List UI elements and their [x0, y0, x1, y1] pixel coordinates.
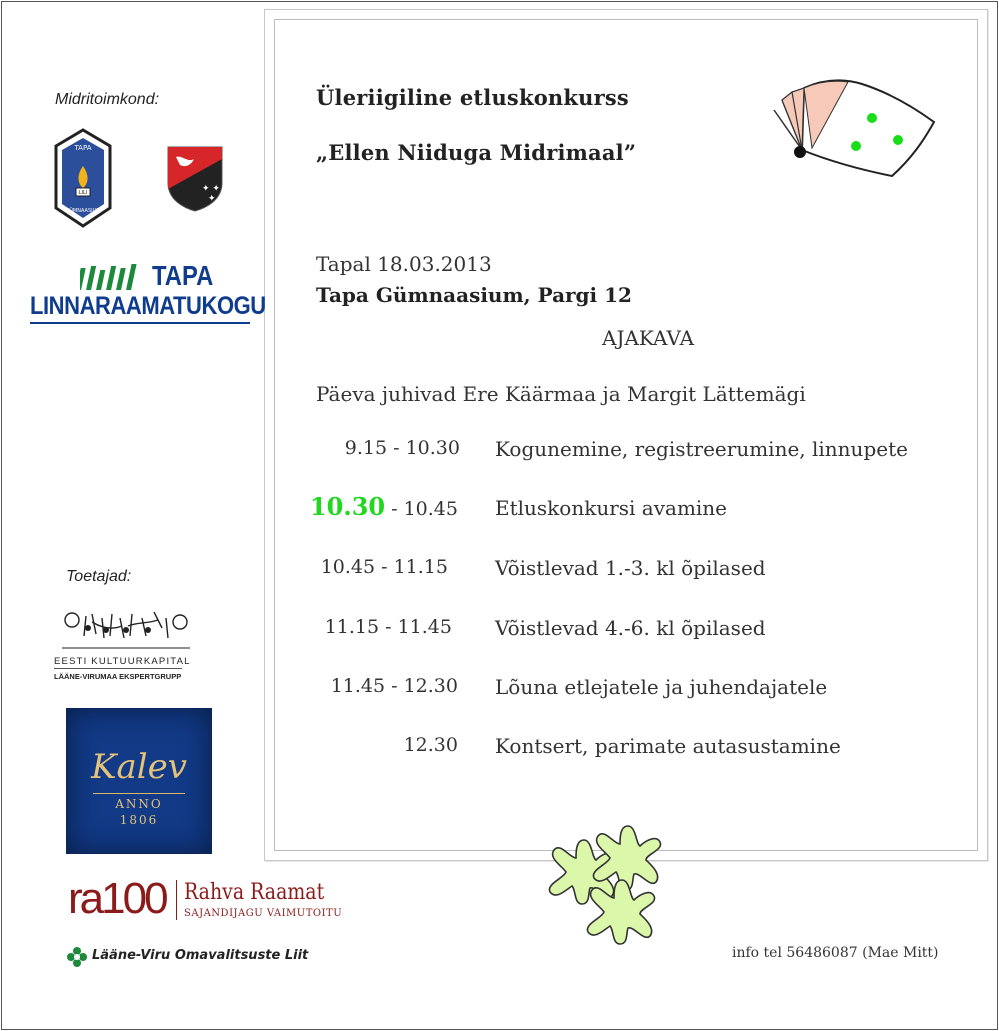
lvol-logo	[66, 946, 326, 968]
kulka-line2: LÄÄNE-VIRUMAA EKSPERTGRUPP	[54, 672, 182, 681]
rr-tagline: SAJANDIJAGU VAIMUTOITU	[184, 908, 343, 919]
svg-text:✦: ✦	[208, 194, 216, 204]
flower-icon	[540, 818, 670, 948]
library-books-icon	[80, 262, 150, 292]
book-icon	[752, 70, 942, 182]
rahva-raamat-logo	[68, 874, 358, 926]
schedule-time-3: 10.45 - 11.15	[320, 556, 448, 578]
place-date: Tapal 18.03.2013	[316, 252, 492, 276]
gym-top-text: TAPA	[74, 144, 92, 152]
rr-mark: ra100	[68, 874, 166, 923]
schedule-heading: AJAKAVA	[602, 326, 695, 350]
kalev-brand: Kalev	[91, 747, 187, 787]
schedule-item-5: Lõuna etlejatele ja juhendajatele	[495, 675, 828, 699]
contest-title: Üleriigiline etluskonkurss	[316, 85, 629, 110]
highlight-time: 10.30	[309, 492, 386, 521]
kulka-line1: EESTI KULTUURKAPITAL	[54, 656, 191, 667]
library-logo-line1: TAPA	[152, 260, 214, 291]
lvol-name: Lääne-Viru Omavalitsuste Liit	[92, 948, 309, 963]
sponsors-label: Toetajad:	[66, 568, 132, 585]
contest-subtitle: „Ellen Niiduga Midrimaal”	[316, 140, 637, 165]
lvol-flower-icon	[66, 946, 88, 968]
library-logo-line2: LINNARAAMATUKOGU	[30, 292, 266, 320]
gym-mid-text: LILI	[78, 190, 88, 196]
schedule-time-6: 12.30	[403, 734, 458, 756]
schedule-time-2: 10.30 - 10.45	[309, 492, 458, 521]
library-logo	[30, 260, 266, 326]
rr-name: Rahva Raamat	[184, 880, 325, 905]
gymnasium-crest-icon	[52, 128, 114, 228]
kalev-logo	[66, 708, 212, 854]
organizers-label: Midritoimkond:	[55, 91, 160, 108]
svg-text:✦ ✦: ✦ ✦	[202, 184, 220, 194]
schedule-item-3: Võistlevad 1.-3. kl õpilased	[495, 556, 766, 580]
kulka-logo	[54, 608, 192, 686]
schedule-time-1: 9.15 - 10.30	[344, 437, 460, 459]
gym-bottom-text: GÜMNAASIUM	[65, 208, 101, 214]
schedule-item-1: Kogunemine, registreerumine, linnupete	[495, 437, 908, 461]
kalev-anno: ANNO	[115, 797, 163, 811]
contact-info: info tel 56486087 (Mae Mitt)	[732, 945, 939, 961]
tapa-coat-of-arms-icon	[166, 145, 224, 213]
schedule-time-5: 11.45 - 12.30	[330, 675, 458, 697]
kulka-figures-icon	[62, 608, 190, 652]
venue: Tapa Gümnaasium, Pargi 12	[316, 283, 632, 307]
schedule-time-4: 11.15 - 11.45	[324, 616, 452, 638]
schedule-item-6: Kontsert, parimate autasustamine	[495, 734, 841, 758]
schedule-item-2: Etluskonkursi avamine	[495, 496, 728, 520]
kalev-year: 1806	[119, 813, 159, 827]
hosts: Päeva juhivad Ere Käärmaa ja Margit Lättemägi	[316, 382, 806, 406]
schedule-item-4: Võistlevad 4.-6. kl õpilased	[495, 616, 766, 640]
library-logo-underline	[30, 322, 250, 324]
